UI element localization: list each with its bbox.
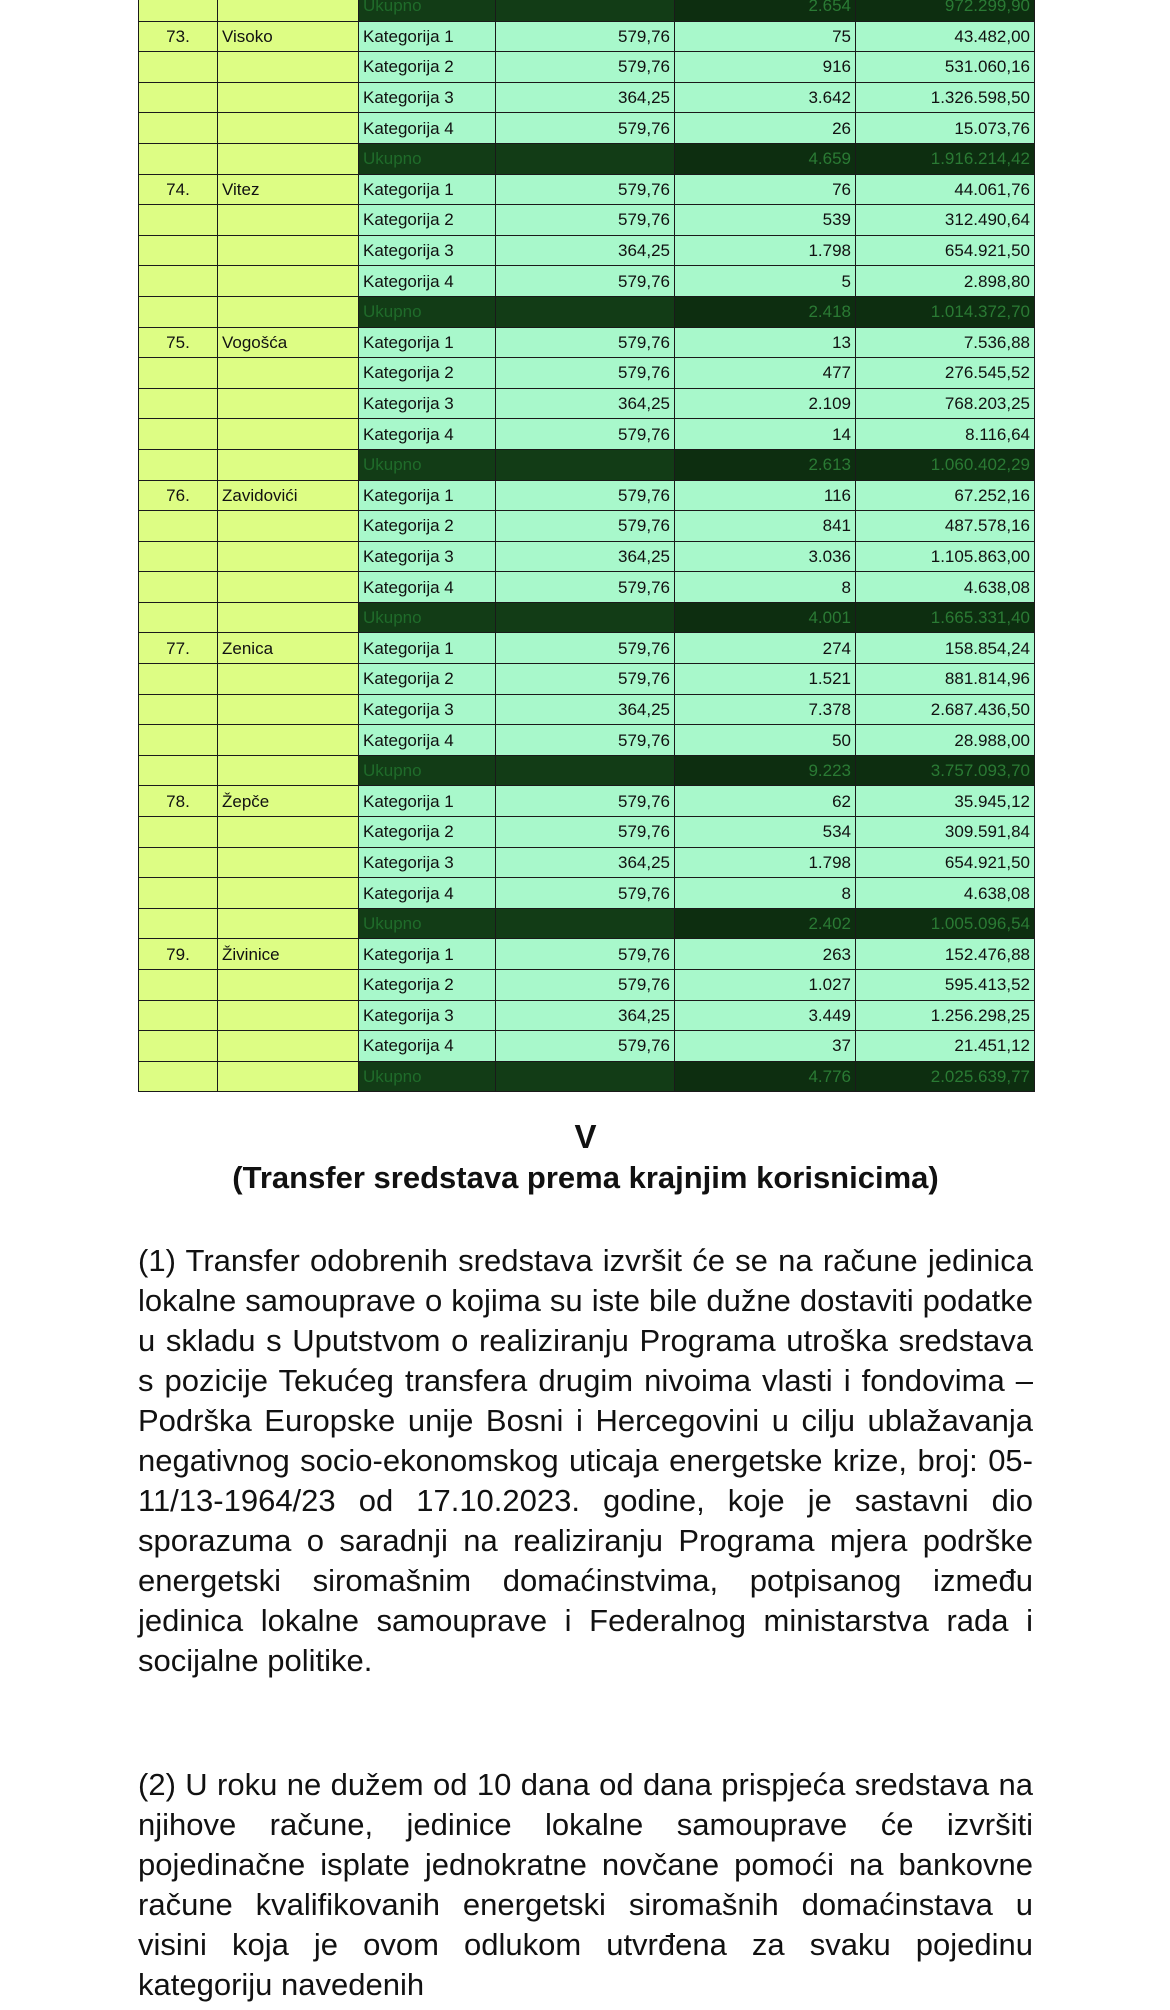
table-row bbox=[139, 52, 1035, 83]
count-cell: 13 bbox=[675, 327, 856, 358]
category-cell: Kategorija 1 bbox=[359, 327, 496, 358]
amount-cell: 579,76 bbox=[496, 878, 675, 909]
category-cell: Ukupno bbox=[359, 143, 496, 174]
count-cell: 8 bbox=[675, 878, 856, 909]
row-number-cell bbox=[139, 1000, 218, 1031]
amount-cell: 364,25 bbox=[496, 541, 675, 572]
table-row bbox=[139, 541, 1035, 572]
municipality-cell bbox=[218, 755, 359, 786]
amount-cell: 579,76 bbox=[496, 786, 675, 817]
amount-cell: 579,76 bbox=[496, 939, 675, 970]
count-cell: 3.449 bbox=[675, 1000, 856, 1031]
amount-cell: 579,76 bbox=[496, 511, 675, 542]
municipality-cell bbox=[218, 358, 359, 389]
amount-cell: 579,76 bbox=[496, 664, 675, 695]
category-cell: Kategorija 3 bbox=[359, 694, 496, 725]
amount-cell: 579,76 bbox=[496, 419, 675, 450]
amount-cell: 579,76 bbox=[496, 327, 675, 358]
amount-cell bbox=[496, 602, 675, 633]
table-row bbox=[139, 725, 1035, 756]
row-number-cell bbox=[139, 449, 218, 480]
total-cell: 595.413,52 bbox=[856, 970, 1035, 1001]
amount-cell: 364,25 bbox=[496, 82, 675, 113]
category-cell: Kategorija 4 bbox=[359, 266, 496, 297]
municipality-cell bbox=[218, 1000, 359, 1031]
municipality-cell bbox=[218, 388, 359, 419]
total-cell: 44.061,76 bbox=[856, 174, 1035, 205]
amount-cell: 579,76 bbox=[496, 52, 675, 83]
row-number-cell: 73. bbox=[139, 21, 218, 52]
municipality-cell bbox=[218, 725, 359, 756]
paragraph-1: (1) Transfer odobrenih sredstava izvršit će se na račune jedinica lokalne samouprave o kojima su iste bile dužne dostaviti podatke u skladu s Uputstvom o realiziranju Programa utroška sredstava s pozicije Tekućeg transfera drugim nivoima vlasti i fondovima – Podrška Europske unije Bosni i Hercegovini u cilju ublažavanja negativnog socio-ekonomskog uticaja energetske krize, broj: 05-11/13-1964/23 od 17.10.2023. godine, koje je sastavni dio sporazuma o saradnji na realiziranju Programa mjera podrške energetski siromašnim domaćinstvima, potpisanog između jedinica lokalne samouprave i Federalnog ministarstva rada i socijalne politike. bbox=[138, 1243, 1033, 1678]
row-number-cell bbox=[139, 664, 218, 695]
municipality-cell bbox=[218, 817, 359, 848]
municipality-cell: Zavidovići bbox=[218, 480, 359, 511]
amount-cell: 579,76 bbox=[496, 572, 675, 603]
municipality-cell bbox=[218, 449, 359, 480]
table-row bbox=[139, 266, 1035, 297]
total-cell: 4.638,08 bbox=[856, 572, 1035, 603]
category-cell: Kategorija 3 bbox=[359, 235, 496, 266]
municipality-cell bbox=[218, 1061, 359, 1092]
count-cell: 1.798 bbox=[675, 847, 856, 878]
table-row bbox=[139, 419, 1035, 450]
total-cell: 276.545,52 bbox=[856, 358, 1035, 389]
total-cell: 152.476,88 bbox=[856, 939, 1035, 970]
row-number-cell bbox=[139, 296, 218, 327]
amount-cell: 579,76 bbox=[496, 174, 675, 205]
row-number-cell: 75. bbox=[139, 327, 218, 358]
count-cell: 76 bbox=[675, 174, 856, 205]
municipality-cell bbox=[218, 82, 359, 113]
row-number-cell bbox=[139, 52, 218, 83]
total-cell: 67.252,16 bbox=[856, 480, 1035, 511]
count-cell: 539 bbox=[675, 205, 856, 236]
table-row bbox=[139, 878, 1035, 909]
table-total-row bbox=[139, 143, 1035, 174]
municipality-cell: Vogošća bbox=[218, 327, 359, 358]
total-cell: 28.988,00 bbox=[856, 725, 1035, 756]
municipality-cell bbox=[218, 664, 359, 695]
row-number-cell bbox=[139, 847, 218, 878]
table-row bbox=[139, 480, 1035, 511]
amount-cell bbox=[496, 755, 675, 786]
municipality-cell: Visoko bbox=[218, 21, 359, 52]
table-row bbox=[139, 847, 1035, 878]
total-cell: 8.116,64 bbox=[856, 419, 1035, 450]
table-total-row bbox=[139, 908, 1035, 939]
row-number-cell bbox=[139, 113, 218, 144]
category-cell: Kategorija 3 bbox=[359, 388, 496, 419]
total-cell: 3.757.093,70 bbox=[856, 755, 1035, 786]
total-cell: 881.814,96 bbox=[856, 664, 1035, 695]
total-cell: 4.638,08 bbox=[856, 878, 1035, 909]
table-total-row bbox=[139, 296, 1035, 327]
municipality-cell bbox=[218, 602, 359, 633]
count-cell: 3.642 bbox=[675, 82, 856, 113]
amount-cell: 364,25 bbox=[496, 694, 675, 725]
row-number-cell: 76. bbox=[139, 480, 218, 511]
category-cell: Kategorija 3 bbox=[359, 847, 496, 878]
count-cell: 14 bbox=[675, 419, 856, 450]
municipality-cell bbox=[218, 970, 359, 1001]
total-cell: 15.073,76 bbox=[856, 113, 1035, 144]
table-row bbox=[139, 205, 1035, 236]
category-cell: Kategorija 4 bbox=[359, 419, 496, 450]
table-row bbox=[139, 174, 1035, 205]
category-cell: Ukupno bbox=[359, 449, 496, 480]
municipality-cell: Žepče bbox=[218, 786, 359, 817]
count-cell: 274 bbox=[675, 633, 856, 664]
municipality-cell bbox=[218, 419, 359, 450]
row-number-cell bbox=[139, 602, 218, 633]
total-cell: 309.591,84 bbox=[856, 817, 1035, 848]
table-row bbox=[139, 82, 1035, 113]
row-number-cell: 77. bbox=[139, 633, 218, 664]
table-row bbox=[139, 21, 1035, 52]
amount-cell: 579,76 bbox=[496, 266, 675, 297]
table-total-row bbox=[139, 449, 1035, 480]
count-cell: 1.027 bbox=[675, 970, 856, 1001]
total-cell: 7.536,88 bbox=[856, 327, 1035, 358]
municipality-cell bbox=[218, 52, 359, 83]
section-number: V bbox=[574, 1118, 597, 1155]
table-row bbox=[139, 786, 1035, 817]
total-cell: 531.060,16 bbox=[856, 52, 1035, 83]
amount-cell: 579,76 bbox=[496, 1031, 675, 1062]
row-number-cell bbox=[139, 970, 218, 1001]
total-cell: 158.854,24 bbox=[856, 633, 1035, 664]
row-number-cell: 79. bbox=[139, 939, 218, 970]
category-cell: Kategorija 3 bbox=[359, 1000, 496, 1031]
total-cell: 654.921,50 bbox=[856, 235, 1035, 266]
table-row bbox=[139, 235, 1035, 266]
category-cell: Ukupno bbox=[359, 908, 496, 939]
table-total-row bbox=[139, 1061, 1035, 1092]
category-cell: Ukupno bbox=[359, 0, 496, 21]
amount-cell bbox=[496, 1061, 675, 1092]
table-row bbox=[139, 817, 1035, 848]
total-cell: 972.299,90 bbox=[856, 0, 1035, 21]
row-number-cell bbox=[139, 235, 218, 266]
total-cell: 1.665.331,40 bbox=[856, 602, 1035, 633]
total-cell: 2.898,80 bbox=[856, 266, 1035, 297]
amount-cell: 579,76 bbox=[496, 358, 675, 389]
total-cell: 1.014.372,70 bbox=[856, 296, 1035, 327]
table-row bbox=[139, 1031, 1035, 1062]
amount-cell bbox=[496, 449, 675, 480]
category-cell: Kategorija 2 bbox=[359, 970, 496, 1001]
table-total-row bbox=[139, 602, 1035, 633]
total-cell: 1.105.863,00 bbox=[856, 541, 1035, 572]
total-cell: 768.203,25 bbox=[856, 388, 1035, 419]
table-total-row bbox=[139, 0, 1035, 21]
total-cell: 43.482,00 bbox=[856, 21, 1035, 52]
municipality-cell: Živinice bbox=[218, 939, 359, 970]
table-row bbox=[139, 511, 1035, 542]
total-cell: 1.916.214,42 bbox=[856, 143, 1035, 174]
category-cell: Ukupno bbox=[359, 755, 496, 786]
row-number-cell bbox=[139, 1031, 218, 1062]
amount-cell: 579,76 bbox=[496, 970, 675, 1001]
amount-cell: 579,76 bbox=[496, 113, 675, 144]
count-cell: 2.613 bbox=[675, 449, 856, 480]
amount-cell: 579,76 bbox=[496, 480, 675, 511]
municipality-cell bbox=[218, 205, 359, 236]
municipality-cell bbox=[218, 113, 359, 144]
category-cell: Kategorija 4 bbox=[359, 572, 496, 603]
amount-cell bbox=[496, 296, 675, 327]
municipality-cell bbox=[218, 0, 359, 21]
category-cell: Kategorija 3 bbox=[359, 82, 496, 113]
amount-cell: 579,76 bbox=[496, 633, 675, 664]
table-total-row bbox=[139, 755, 1035, 786]
row-number-cell bbox=[139, 419, 218, 450]
table-row bbox=[139, 694, 1035, 725]
count-cell: 2.418 bbox=[675, 296, 856, 327]
municipality-cell bbox=[218, 235, 359, 266]
category-cell: Kategorija 1 bbox=[359, 786, 496, 817]
row-number-cell bbox=[139, 1061, 218, 1092]
amount-cell: 364,25 bbox=[496, 847, 675, 878]
category-cell: Kategorija 2 bbox=[359, 205, 496, 236]
count-cell: 5 bbox=[675, 266, 856, 297]
municipality-cell bbox=[218, 541, 359, 572]
amount-cell: 579,76 bbox=[496, 21, 675, 52]
row-number-cell bbox=[139, 143, 218, 174]
total-cell: 35.945,12 bbox=[856, 786, 1035, 817]
count-cell: 534 bbox=[675, 817, 856, 848]
row-number-cell bbox=[139, 817, 218, 848]
category-cell: Kategorija 2 bbox=[359, 358, 496, 389]
municipality-cell bbox=[218, 694, 359, 725]
table-row bbox=[139, 1000, 1035, 1031]
row-number-cell bbox=[139, 572, 218, 603]
count-cell: 37 bbox=[675, 1031, 856, 1062]
count-cell: 26 bbox=[675, 113, 856, 144]
row-number-cell bbox=[139, 541, 218, 572]
count-cell: 75 bbox=[675, 21, 856, 52]
row-number-cell bbox=[139, 266, 218, 297]
distribution-table-wrapper bbox=[138, 0, 1033, 1092]
count-cell: 1.798 bbox=[675, 235, 856, 266]
row-number-cell bbox=[139, 0, 218, 21]
count-cell: 2.654 bbox=[675, 0, 856, 21]
row-number-cell bbox=[139, 755, 218, 786]
distribution-table-body bbox=[139, 0, 1035, 1092]
count-cell: 477 bbox=[675, 358, 856, 389]
total-cell: 1.005.096,54 bbox=[856, 908, 1035, 939]
municipality-cell bbox=[218, 572, 359, 603]
table-row bbox=[139, 113, 1035, 144]
category-cell: Kategorija 4 bbox=[359, 1031, 496, 1062]
municipality-cell bbox=[218, 511, 359, 542]
total-cell: 2.025.639,77 bbox=[856, 1061, 1035, 1092]
amount-cell: 364,25 bbox=[496, 1000, 675, 1031]
row-number-cell bbox=[139, 908, 218, 939]
total-cell: 654.921,50 bbox=[856, 847, 1035, 878]
count-cell: 4.659 bbox=[675, 143, 856, 174]
total-cell: 1.326.598,50 bbox=[856, 82, 1035, 113]
table-row bbox=[139, 358, 1035, 389]
total-cell: 1.256.298,25 bbox=[856, 1000, 1035, 1031]
table-row bbox=[139, 970, 1035, 1001]
amount-cell bbox=[496, 908, 675, 939]
municipality-cell bbox=[218, 1031, 359, 1062]
row-number-cell bbox=[139, 358, 218, 389]
total-cell: 21.451,12 bbox=[856, 1031, 1035, 1062]
count-cell: 4.001 bbox=[675, 602, 856, 633]
category-cell: Kategorija 4 bbox=[359, 113, 496, 144]
total-cell: 312.490,64 bbox=[856, 205, 1035, 236]
municipality-cell: Vitez bbox=[218, 174, 359, 205]
amount-cell bbox=[496, 143, 675, 174]
category-cell: Kategorija 2 bbox=[359, 817, 496, 848]
municipality-cell bbox=[218, 847, 359, 878]
count-cell: 916 bbox=[675, 52, 856, 83]
category-cell: Kategorija 2 bbox=[359, 664, 496, 695]
row-number-cell: 78. bbox=[139, 786, 218, 817]
count-cell: 4.776 bbox=[675, 1061, 856, 1092]
municipality-cell bbox=[218, 908, 359, 939]
amount-cell: 579,76 bbox=[496, 817, 675, 848]
category-cell: Ukupno bbox=[359, 296, 496, 327]
total-cell: 1.060.402,29 bbox=[856, 449, 1035, 480]
category-cell: Kategorija 2 bbox=[359, 52, 496, 83]
municipality-cell: Zenica bbox=[218, 633, 359, 664]
total-cell: 2.687.436,50 bbox=[856, 694, 1035, 725]
category-cell: Kategorija 1 bbox=[359, 633, 496, 664]
table-row bbox=[139, 327, 1035, 358]
table-row bbox=[139, 939, 1035, 970]
count-cell: 62 bbox=[675, 786, 856, 817]
table-row bbox=[139, 572, 1035, 603]
row-number-cell bbox=[139, 205, 218, 236]
category-cell: Kategorija 1 bbox=[359, 480, 496, 511]
count-cell: 1.521 bbox=[675, 664, 856, 695]
row-number-cell bbox=[139, 511, 218, 542]
count-cell: 50 bbox=[675, 725, 856, 756]
amount-cell: 364,25 bbox=[496, 388, 675, 419]
table-row bbox=[139, 633, 1035, 664]
distribution-table bbox=[138, 0, 1035, 1092]
amount-cell bbox=[496, 0, 675, 21]
municipality-cell bbox=[218, 143, 359, 174]
category-cell: Kategorija 4 bbox=[359, 878, 496, 909]
municipality-cell bbox=[218, 266, 359, 297]
count-cell: 7.378 bbox=[675, 694, 856, 725]
category-cell: Kategorija 1 bbox=[359, 21, 496, 52]
total-cell: 487.578,16 bbox=[856, 511, 1035, 542]
municipality-cell bbox=[218, 878, 359, 909]
category-cell: Kategorija 3 bbox=[359, 541, 496, 572]
count-cell: 841 bbox=[675, 511, 856, 542]
row-number-cell bbox=[139, 694, 218, 725]
municipality-cell bbox=[218, 296, 359, 327]
count-cell: 116 bbox=[675, 480, 856, 511]
row-number-cell bbox=[139, 388, 218, 419]
paragraph-2: (2) U roku ne dužem od 10 dana od dana prispjeća sredstava na njihove račune, jedinice lokalne samouprave će izvršiti pojedinačne isplate jednokratne novčane pomoći na bankovne račune kvalifikovanih energetski siromašnih domaćinstava u visini koja je ovom odlukom utvrđena za svaku pojedinu kategoriju navedenih bbox=[138, 1767, 1033, 2002]
category-cell: Kategorija 2 bbox=[359, 511, 496, 542]
section-title: (Transfer sredstava prema krajnjim korisnicima) bbox=[232, 1160, 939, 1195]
amount-cell: 364,25 bbox=[496, 235, 675, 266]
amount-cell: 579,76 bbox=[496, 205, 675, 236]
row-number-cell bbox=[139, 82, 218, 113]
table-row bbox=[139, 664, 1035, 695]
count-cell: 3.036 bbox=[675, 541, 856, 572]
count-cell: 2.109 bbox=[675, 388, 856, 419]
row-number-cell: 74. bbox=[139, 174, 218, 205]
count-cell: 2.402 bbox=[675, 908, 856, 939]
row-number-cell bbox=[139, 878, 218, 909]
category-cell: Kategorija 4 bbox=[359, 725, 496, 756]
category-cell: Ukupno bbox=[359, 1061, 496, 1092]
table-row bbox=[139, 388, 1035, 419]
count-cell: 9.223 bbox=[675, 755, 856, 786]
count-cell: 8 bbox=[675, 572, 856, 603]
category-cell: Kategorija 1 bbox=[359, 939, 496, 970]
count-cell: 263 bbox=[675, 939, 856, 970]
amount-cell: 579,76 bbox=[496, 725, 675, 756]
category-cell: Ukupno bbox=[359, 602, 496, 633]
category-cell: Kategorija 1 bbox=[359, 174, 496, 205]
row-number-cell bbox=[139, 725, 218, 756]
